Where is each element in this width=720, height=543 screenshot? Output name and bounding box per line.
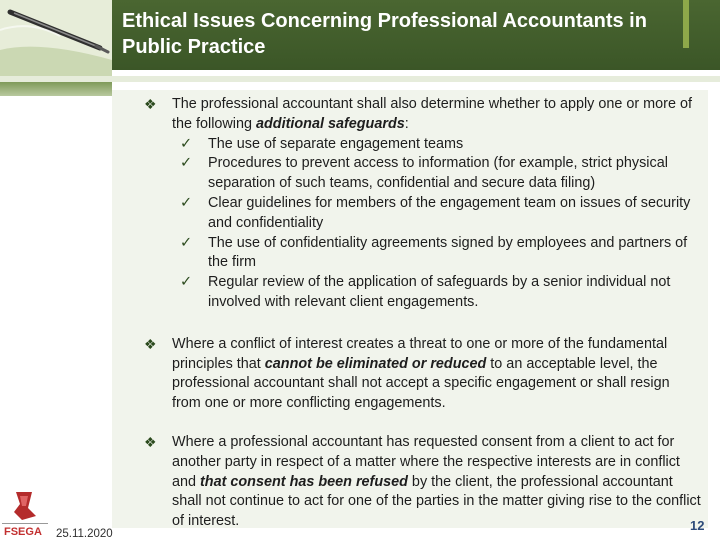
check-icon: ✓ xyxy=(180,135,193,152)
spacer xyxy=(120,414,702,433)
bullet-3 xyxy=(120,433,705,533)
spacer xyxy=(120,313,702,335)
pen-image xyxy=(0,0,112,76)
slide-header xyxy=(0,0,720,76)
page-number: 12 xyxy=(690,518,705,533)
check-icon: ✓ xyxy=(180,234,193,251)
list-item xyxy=(120,154,702,194)
bullet-1-emphasis: additional safeguards xyxy=(256,115,405,132)
bullet-icon: ❖ xyxy=(144,96,157,112)
fsega-logo xyxy=(2,486,48,538)
bullet-2 xyxy=(120,335,702,414)
list-item xyxy=(120,273,702,313)
title-accent-bar xyxy=(683,0,689,48)
logo-wordmark: FSEGA xyxy=(4,526,42,538)
bullet-1-suffix: : xyxy=(404,115,409,132)
bullet-2-text: Where a conflict of interest creates a threat to one or more of the fundamental principles that xyxy=(172,335,668,372)
bullet-icon: ❖ xyxy=(144,433,157,450)
check-icon: ✓ xyxy=(180,194,193,211)
slide-body xyxy=(120,95,705,533)
bullet-3-text: Where a professional accountant has requested consent from a client to act for another party in respect of a matter where the respective interests are in conflict and xyxy=(172,433,680,490)
list-item-text: Procedures to prevent access to information (for example, strict physical separation of such teams, confidential and secure data filing) xyxy=(208,155,668,192)
bullet-icon: ❖ xyxy=(144,335,157,352)
page-title-line-1: Ethical Issues Concerning Professional Accountants in xyxy=(122,10,647,32)
page-title-line-2: Public Practice xyxy=(122,36,266,58)
slide-date: 25.11.2020 xyxy=(56,528,113,540)
list-item xyxy=(120,135,702,155)
check-icon: ✓ xyxy=(180,155,193,172)
safeguard-list xyxy=(120,135,702,313)
list-item-text: Clear guidelines for members of the engagement team on issues of security and confidentiality xyxy=(208,194,691,231)
left-accent-strip xyxy=(0,82,112,96)
bullet-3-suffix: by the client, the professional accountant shall not continue to act for one of the parties in the matter giving rise to the conflict of interest. xyxy=(172,473,701,530)
bullet-2-suffix: to an acceptable level, the professional accountant shall not accept a specific engagement or shall resign from one or more conflicting engagements. xyxy=(172,355,670,412)
bullet-3-emphasis: that consent has been refused xyxy=(200,473,408,490)
list-item-text: Regular review of the application of safeguards by a senior individual not involved with relevant client engagements. xyxy=(208,274,671,310)
bullet-1-text: The professional accountant shall also determine whether to apply one or more of the following xyxy=(172,96,692,132)
bullet-1 xyxy=(120,95,702,135)
check-icon: ✓ xyxy=(180,274,193,291)
list-item-text: The use of separate engagement teams xyxy=(208,135,464,152)
page-title xyxy=(122,8,682,60)
list-item-text: The use of confidentiality agreements signed by employees and partners of the firm xyxy=(208,234,688,271)
list-item xyxy=(120,234,702,274)
list-item xyxy=(120,194,702,234)
bullet-2-emphasis: cannot be eliminated or reduced xyxy=(264,355,487,372)
